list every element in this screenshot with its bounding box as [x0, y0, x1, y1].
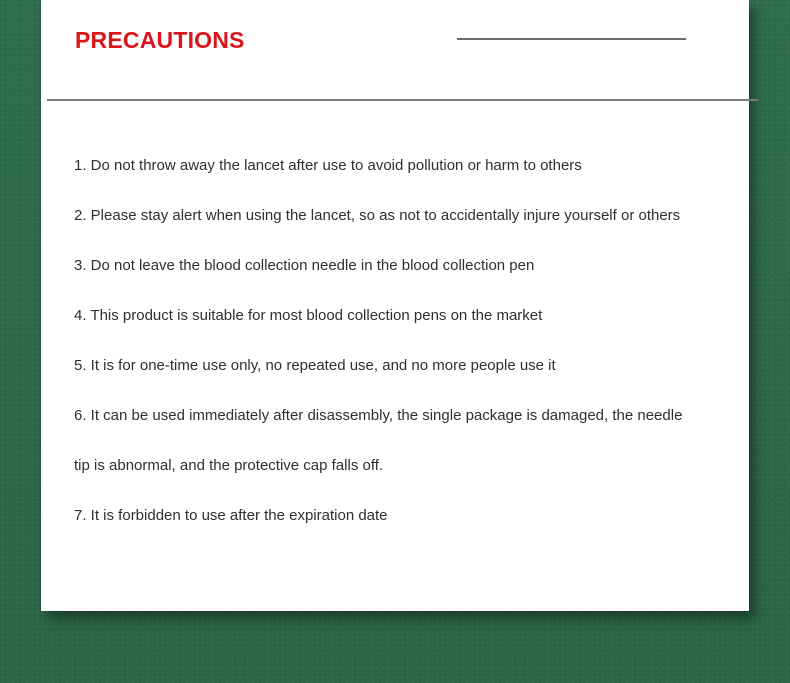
- header-divider: [47, 99, 758, 101]
- page-title: PRECAUTIONS: [75, 27, 245, 53]
- list-item: 5. It is for one-time use only, no repeated use, and no more people use it: [74, 357, 556, 374]
- list-item: 7. It is forbidden to use after the expiration date: [74, 507, 388, 524]
- list-item: tip is abnormal, and the protective cap falls off.: [74, 457, 384, 474]
- precautions-list: [74, 150, 744, 550]
- list-item: 4. This product is suitable for most blood collection pens on the market: [74, 307, 543, 324]
- list-item: 6. It can be used immediately after disassembly, the single package is damaged, the needle: [74, 407, 683, 424]
- precautions-card: [41, 0, 749, 611]
- list-item: 3. Do not leave the blood collection needle in the blood collection pen: [74, 257, 535, 274]
- list-item: 1. Do not throw away the lancet after use to avoid pollution or harm to others: [74, 157, 582, 174]
- list-item: 2. Please stay alert when using the lancet, so as not to accidentally injure yourself or others: [74, 207, 681, 224]
- title-divider: [457, 38, 686, 40]
